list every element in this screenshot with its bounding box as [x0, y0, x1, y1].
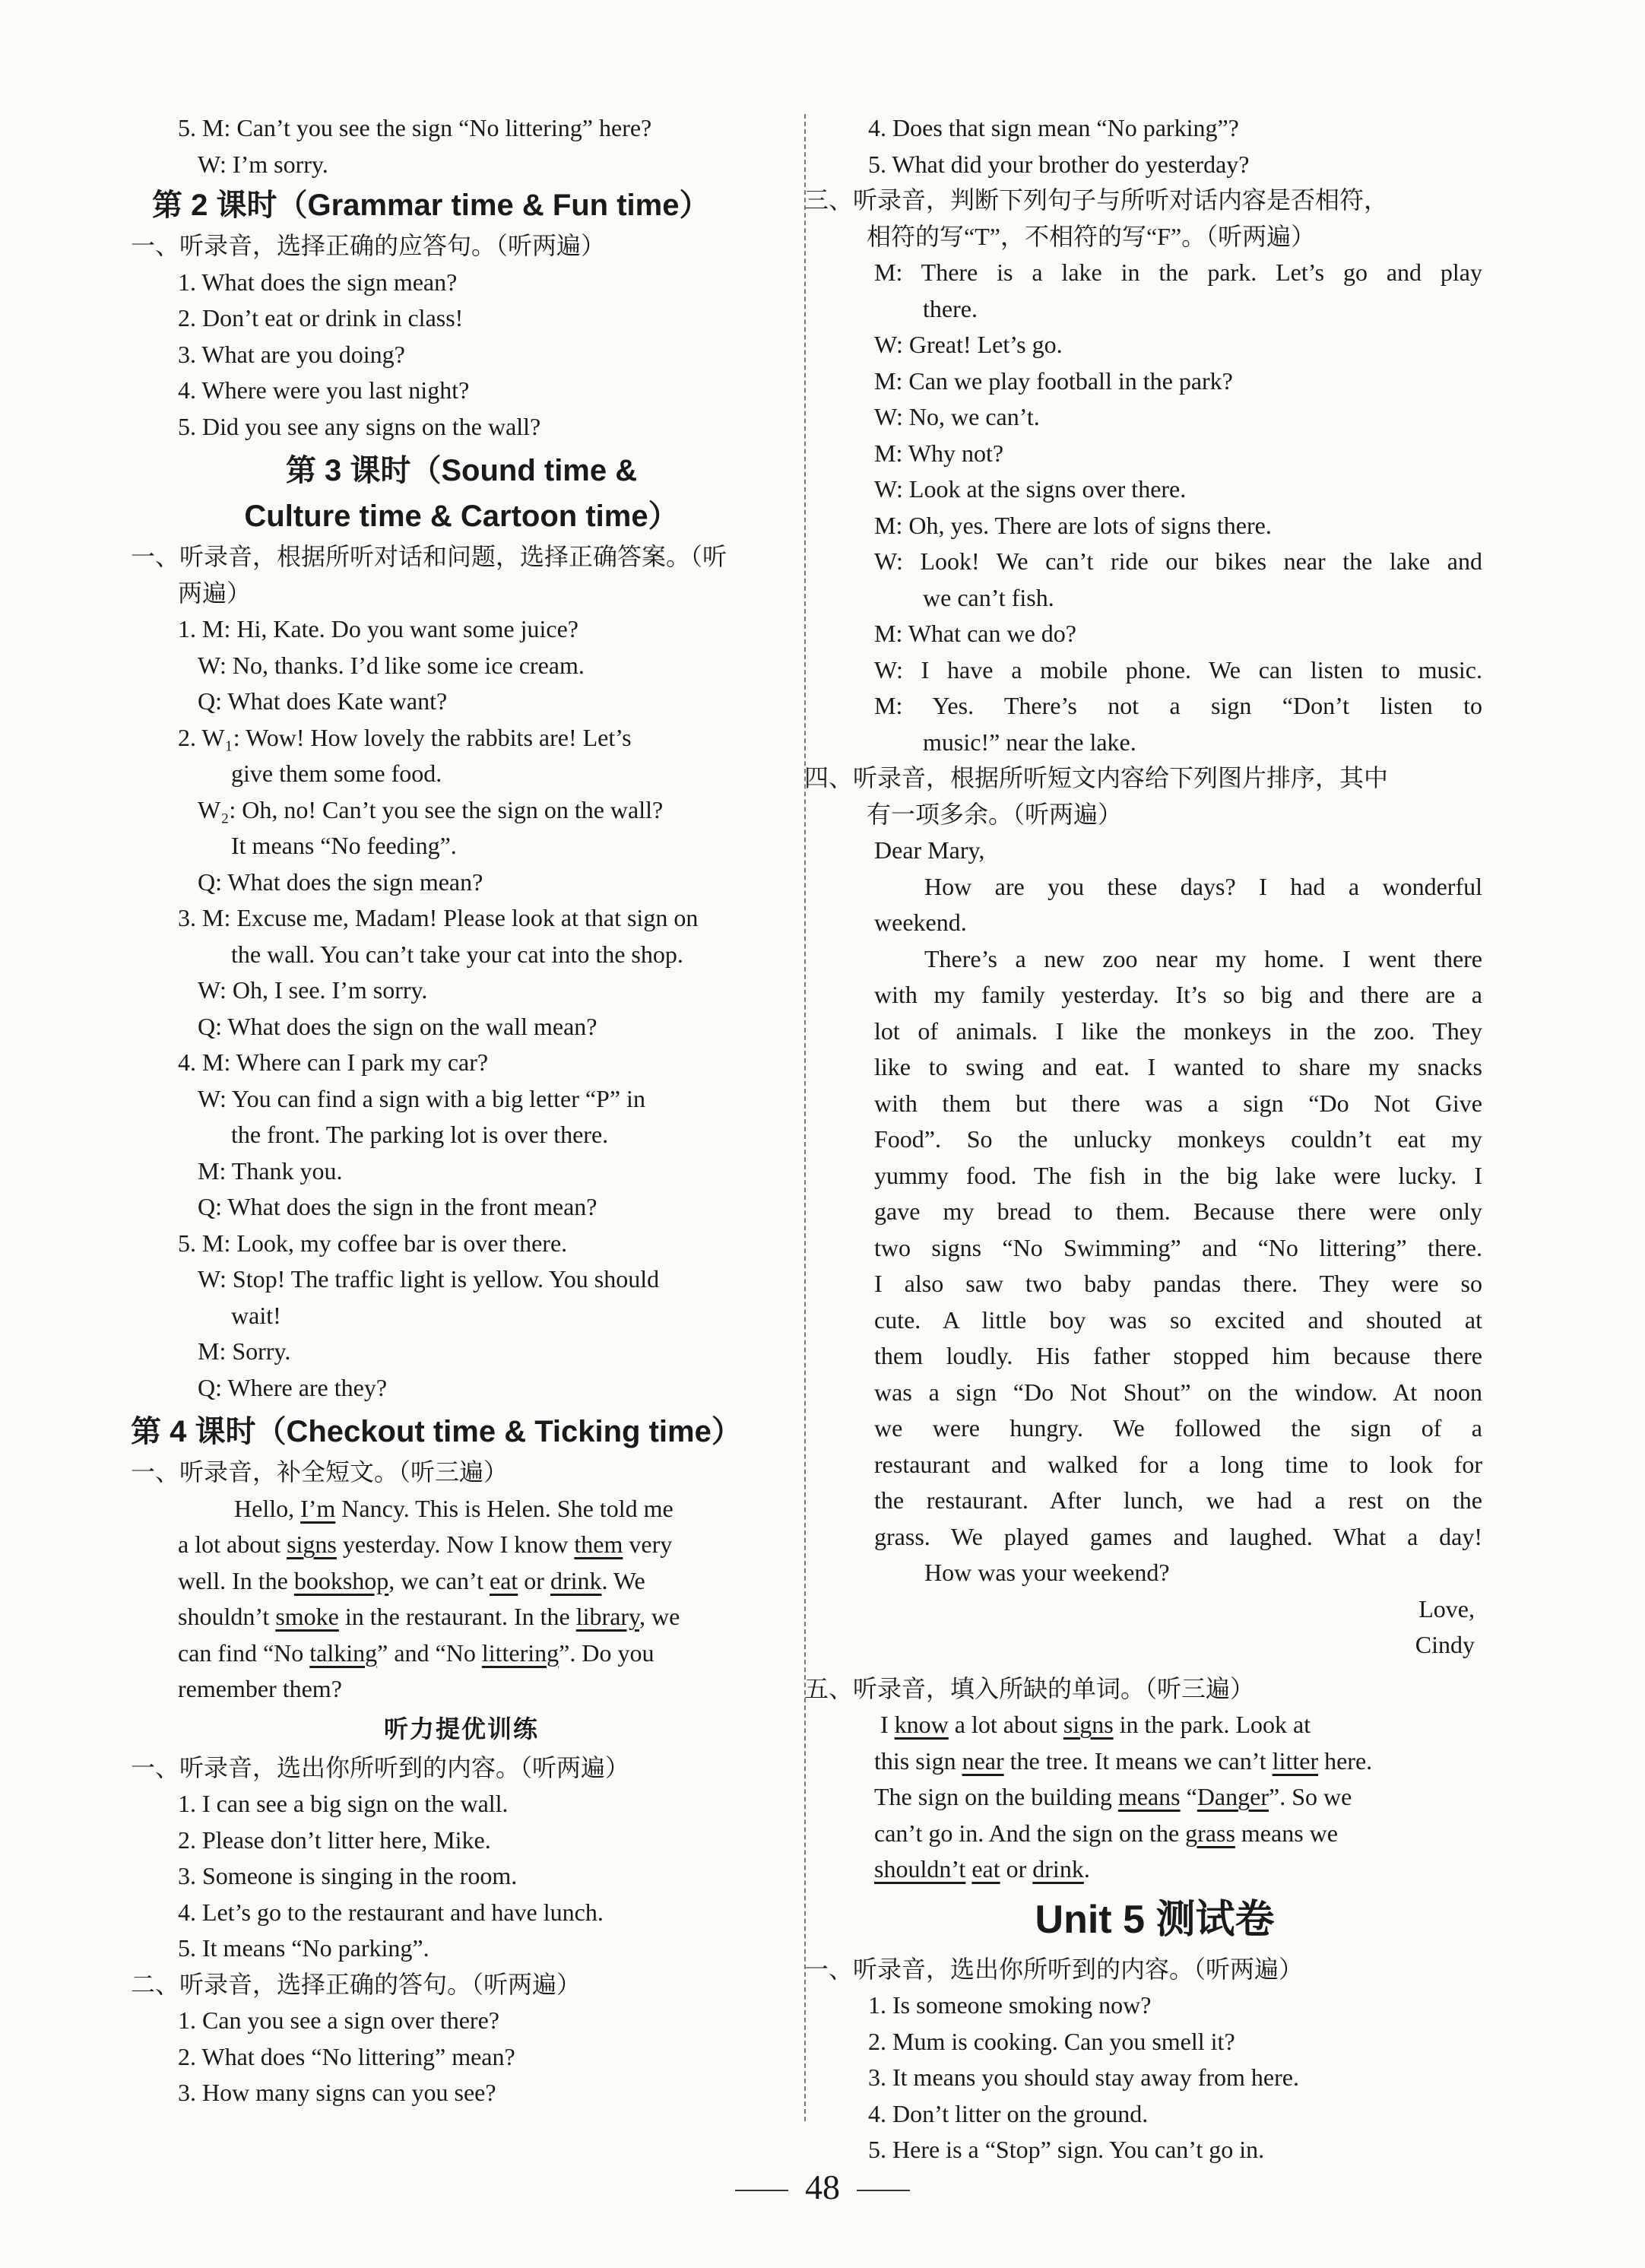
- left-column: [131, 110, 792, 2111]
- list-item: 5. Did you see any signs on the wall?: [178, 412, 541, 440]
- passage-line: The sign on the building means “Danger”. So we: [874, 1783, 1352, 1810]
- answer-blank: grass: [1185, 1819, 1235, 1847]
- passage-line: can’t go in. And the sign on the grass means we: [874, 1819, 1338, 1847]
- text-line: Q: What does the sign on the wall mean?: [198, 1012, 597, 1040]
- letter-passage: [827, 833, 1482, 1591]
- text-line: W: Look! We can’t ride our bikes near the lake and: [874, 547, 1482, 575]
- text-line: W: No, we can’t.: [874, 403, 1040, 430]
- text-line: W: I have a mobile phone. We can listen to music.: [874, 655, 1482, 684]
- page-number: 48: [0, 2167, 1645, 2207]
- page-number-dash: [735, 2190, 788, 2191]
- letter-signature: Cindy: [1415, 1631, 1475, 1658]
- text-line: M: There is a lake in the park. Let’s go and play: [874, 259, 1482, 286]
- passage-line: I know a lot about signs in the park. Look at: [880, 1711, 1311, 1738]
- text-line: M: Oh, yes. There are lots of signs there.: [874, 511, 1272, 539]
- instruction: 有一项多余。（听两遍）: [867, 800, 1123, 828]
- text-line: W: No, thanks. I’d like some ice cream.: [198, 651, 585, 679]
- answer-blank: library: [575, 1603, 639, 1630]
- passage-line: can find “No talking” and “No littering”. Do you: [178, 1638, 655, 1667]
- text-line: W: Oh, I see. I’m sorry.: [198, 976, 428, 1004]
- answer-blank: shouldn’t: [874, 1855, 966, 1883]
- passage-line: well. In the bookshop, we can’t eat or drink. We: [178, 1566, 645, 1594]
- text-line: weekend.: [874, 909, 967, 936]
- text-line: 4. M: Where can I park my car?: [178, 1048, 489, 1076]
- answer-blank: littering: [481, 1638, 559, 1667]
- text-line: like to swing and eat. I wanted to share my snacks: [874, 1053, 1482, 1080]
- list-item: 5. What did your brother do yesterday?: [868, 150, 1250, 178]
- text-line: W: You can find a sign with a big letter “P” in: [198, 1084, 645, 1112]
- answer-blank: drink: [550, 1566, 602, 1594]
- instruction: 一、听录音，补全短文。（听三遍）: [131, 1458, 509, 1486]
- text-line: music!” near the lake.: [923, 728, 1136, 756]
- list-item: 3. Someone is singing in the room.: [178, 1862, 518, 1889]
- text-line: Q: What does the sign in the front mean?: [198, 1193, 597, 1220]
- text-line: Q: Where are they?: [198, 1373, 388, 1401]
- instruction: 五、听录音，填入所缺的单词。（听三遍）: [804, 1674, 1255, 1702]
- passage-line: a lot about signs yesterday. Now I know them very: [178, 1531, 673, 1558]
- letter-closing: Love,: [1418, 1594, 1475, 1622]
- answer-blank: eat: [971, 1855, 1000, 1883]
- answer-blank: them: [574, 1531, 623, 1558]
- text-line: I also saw two baby pandas there. They were so: [874, 1270, 1482, 1297]
- answer-blank: smoke: [275, 1603, 339, 1630]
- list-item: 1. What does the sign mean?: [178, 268, 458, 296]
- answer-blank: know: [894, 1711, 949, 1738]
- text-line: M: Yes. There’s not a sign “Don’t listen to: [874, 692, 1482, 719]
- passage-line: shouldn’t eat or drink.: [874, 1855, 1090, 1883]
- answer-blank: means: [1117, 1783, 1181, 1810]
- list-item: 3. What are you doing?: [178, 340, 405, 368]
- text-line: Q: What does Kate want?: [198, 687, 448, 715]
- text-line: there.: [923, 294, 978, 322]
- text-line: W: Look at the signs over there.: [874, 475, 1187, 503]
- instruction: 一、听录音，选出你所听到的内容。（听两遍）: [804, 1955, 1304, 1983]
- instruction: 两遍）: [178, 579, 252, 607]
- text-line: with them but there was a sign “Do Not Give: [874, 1089, 1482, 1117]
- list-item: 4. Let’s go to the restaurant and have lunch.: [178, 1898, 604, 1926]
- text-line: Q: What does the sign mean?: [198, 868, 483, 896]
- text-line: the front. The parking lot is over there.: [231, 1121, 609, 1148]
- list-item: 4. Don’t litter on the ground.: [868, 2099, 1149, 2127]
- text-line: yummy food. The fish in the big lake were lucky. I: [874, 1161, 1482, 1189]
- text-line: 1. M: Hi, Kate. Do you want some juice?: [178, 615, 578, 642]
- answer-blank: signs: [1063, 1711, 1114, 1738]
- list-item: 4. Where were you last night?: [178, 376, 470, 404]
- instruction: 四、听录音，根据所听短文内容给下列图片排序，其中: [804, 764, 1389, 791]
- text-line: M: Why not?: [874, 439, 1004, 467]
- page-number-dash: [857, 2190, 910, 2191]
- text-line: two signs “No Swimming” and “No littering” there.: [874, 1233, 1482, 1261]
- answer-blank: litter: [1272, 1746, 1319, 1775]
- instruction: 二、听录音，选择正确的答句。（听两遍）: [131, 1970, 582, 1998]
- answer-blank: signs: [287, 1531, 337, 1558]
- answer-blank: near: [962, 1746, 1004, 1775]
- text-line: W: Great! Let’s go.: [874, 331, 1063, 358]
- list-item: 2. Don’t eat or drink in class!: [178, 304, 464, 331]
- instruction: 一、听录音，选出你所听到的内容。（听两遍）: [131, 1753, 630, 1781]
- passage-line: this sign near the tree. It means we can’t litter here.: [874, 1746, 1373, 1775]
- list-item: 2. What does “No littering” mean?: [178, 2042, 515, 2070]
- list-item: 2. Please don’t litter here, Mike.: [178, 1826, 491, 1854]
- list-item: 3. How many signs can you see?: [178, 2079, 496, 2106]
- lesson3-title-line1: 第 3 课时（Sound time &: [285, 454, 638, 487]
- text-line: M: What can we do?: [874, 620, 1076, 647]
- text-line: gave my bread to them. Because there were only: [874, 1197, 1482, 1225]
- answer-blank: drink: [1032, 1855, 1084, 1883]
- text-line: give them some food.: [231, 760, 442, 787]
- text-line: M: Can we play football in the park?: [874, 366, 1233, 395]
- text-line: we can’t fish.: [923, 583, 1054, 611]
- dialogue-list: [827, 255, 1482, 760]
- text-line: restaurant and walked for a long time to look for: [874, 1450, 1482, 1478]
- instruction: 一、听录音，根据所听对话和问题，选择正确答案。（听: [131, 543, 727, 570]
- text-line: lot of animals. I like the monkeys in the zoo. They: [874, 1017, 1482, 1045]
- text-line: How was your weekend?: [924, 1559, 1170, 1586]
- text-line: wait!: [231, 1301, 281, 1329]
- text-line: 3. M: Excuse me, Madam! Please look at that sign on: [178, 904, 699, 931]
- text-line: W: I’m sorry.: [198, 150, 328, 178]
- column-divider: [804, 114, 806, 2121]
- text-line: grass. We played games and laughed. What a day!: [874, 1522, 1482, 1550]
- lesson2-title: 第 2 课时（Grammar time & Fun time）: [152, 189, 710, 222]
- answer-blank: bookshop: [293, 1566, 389, 1594]
- text-line: Food”. So the unlucky monkeys couldn’t eat my: [874, 1125, 1482, 1153]
- answer-blank: eat: [489, 1566, 518, 1594]
- text-line: 5. M: Can’t you see the sign “No littering” here?: [178, 114, 652, 141]
- text-line: was a sign “Do Not Shout” on the window. At noon: [874, 1378, 1482, 1406]
- answer-blank: talking: [309, 1638, 378, 1667]
- list-item: 1. I can see a big sign on the wall.: [178, 1790, 509, 1817]
- text-line: with my family yesterday. It’s so big and there are a: [874, 981, 1482, 1008]
- text-line: 2. W₁: Wow! How lovely the rabbits are! Let’s: [178, 723, 632, 751]
- text-line: It means “No feeding”.: [231, 832, 457, 859]
- passage-line: remember them?: [178, 1675, 342, 1702]
- answer-blank: Danger: [1197, 1783, 1269, 1810]
- text-line: cute. A little boy was so excited and shouted at: [874, 1305, 1482, 1334]
- instruction: 三、听录音，判断下列句子与所听对话内容是否相符，: [804, 186, 1389, 214]
- list-item: 2. Mum is cooking. Can you smell it?: [868, 2027, 1235, 2055]
- list-item: 3. It means you should stay away from here.: [868, 2063, 1299, 2091]
- extra-training-subhead: 听力提优训练: [383, 1714, 539, 1743]
- text-line: M: Sorry.: [198, 1337, 291, 1365]
- text-line: There’s a new zoo near my home. I went there: [924, 944, 1482, 972]
- lesson4-title: 第 4 课时（Checkout time & Ticking time）: [131, 1415, 742, 1448]
- text-line: the restaurant. After lunch, we had a rest on the: [874, 1486, 1482, 1514]
- list-item: 5. Here is a “Stop” sign. You can’t go in.: [868, 2136, 1265, 2163]
- text-line: How are you these days? I had a wonderful: [924, 872, 1482, 900]
- list-item: 5. It means “No parking”.: [178, 1934, 429, 1962]
- text-line: W₂: Oh, no! Can’t you see the sign on the wall?: [198, 795, 664, 823]
- answer-blank: I’m: [300, 1494, 336, 1522]
- list-item: 4. Does that sign mean “No parking”?: [868, 114, 1239, 141]
- text-line: them loudly. His father stopped him because there: [874, 1342, 1482, 1369]
- text-line: Dear Mary,: [874, 836, 985, 864]
- text-line: M: Thank you.: [198, 1156, 343, 1185]
- list-item: 1. Can you see a sign over there?: [178, 2006, 499, 2034]
- instruction: 一、听录音，选择正确的应答句。（听两遍）: [131, 232, 606, 259]
- passage-line: shouldn’t smoke in the restaurant. In the library, we: [178, 1603, 680, 1630]
- right-column: [804, 110, 1482, 2168]
- text-line: we were hungry. We followed the sign of a: [874, 1414, 1482, 1442]
- text-line: W: Stop! The traffic light is yellow. You should: [198, 1265, 660, 1293]
- dialogue-list: [131, 611, 792, 1406]
- lesson3-title-line2: Culture time & Cartoon time）: [244, 500, 679, 533]
- unit-test-title: Unit 5 测试卷: [1035, 1897, 1275, 1942]
- text-line: the wall. You can’t take your cat into the shop.: [231, 940, 683, 968]
- passage-line: Hello, I’m Nancy. This is Helen. She told me: [234, 1494, 674, 1522]
- list-item: 1. Is someone smoking now?: [868, 1991, 1152, 2019]
- instruction: 相符的写“T”，不相符的写“F”。（听两遍）: [867, 222, 1316, 250]
- text-line: 5. M: Look, my coffee bar is over there.: [178, 1229, 568, 1257]
